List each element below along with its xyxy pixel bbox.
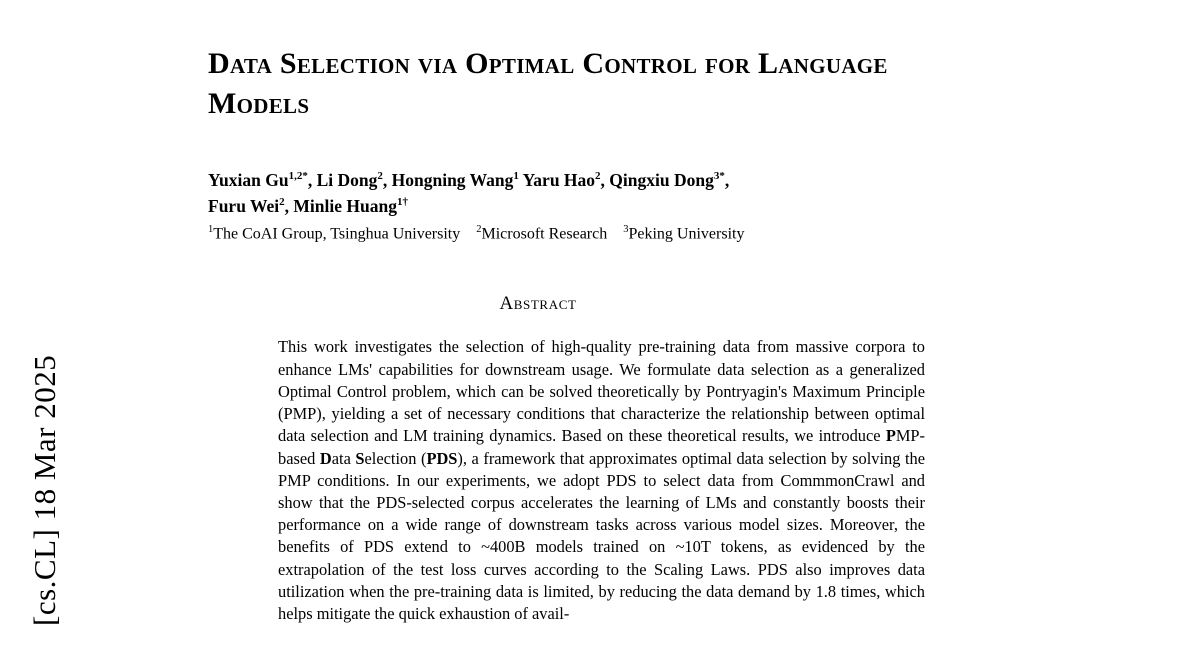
author-list bbox=[208, 167, 908, 220]
abstract-heading: Abstract bbox=[499, 293, 577, 315]
author-line-2: Furu Wei$^2$, Minlie Huang$^{1\dagger}$ bbox=[208, 196, 408, 217]
affiliation-list: $^1$The CoAI Group, Tsinghua University $^2$Microsoft Research $^3$Peking University bbox=[208, 224, 745, 243]
paper-content bbox=[208, 0, 928, 648]
author-line-1: Yuxian $Gu^{1,2*}$, Li Dong$^2$, Hongning Wang$^1$ Yaru Hao$^2$, Qingxiu Dong$^{3*}$, bbox=[208, 169, 730, 190]
arxiv-stamp-text: [cs.CL] 18 Mar 2025 bbox=[27, 354, 62, 626]
page-title: Data Selection via Optimal Control for Language Models bbox=[208, 47, 888, 120]
arxiv-vertical-stamp bbox=[0, 0, 90, 648]
abstract-body: This work investigates the selection of high-quality pre-training data from massive corpora to enhance LMs' capabilities for downstream usage. We formulate data selection as a generalized Optimal Control problem, which can be solved theoretically by Pontryagin's Maximum Principle (PMP), yielding a set of necessary conditions that characterize the relationship between optimal data selection and LM training dynamics. Based on these theoretical results, we introduce PMP-based Data Selection (PDS), a framework that approximates optimal data selection by solving the PMP conditions. In our experiments, we adopt PDS to select data from CommmonCrawl and show that the PDS-selected corpus accelerates the learning of LMs and constantly boosts their performance on a wide range of downstream tasks across various model sizes. Moreover, the benefits of PDS extend to ~400B models trained on ~10T tokens, as evidenced by the extrapolation of the test loss curves according to the Scaling Laws. PDS also improves data utilization when the pre-training data is limited, by reducing the data demand by 1.8 times, which helps mitigate the quick exhaustion of avail- bbox=[278, 337, 925, 624]
